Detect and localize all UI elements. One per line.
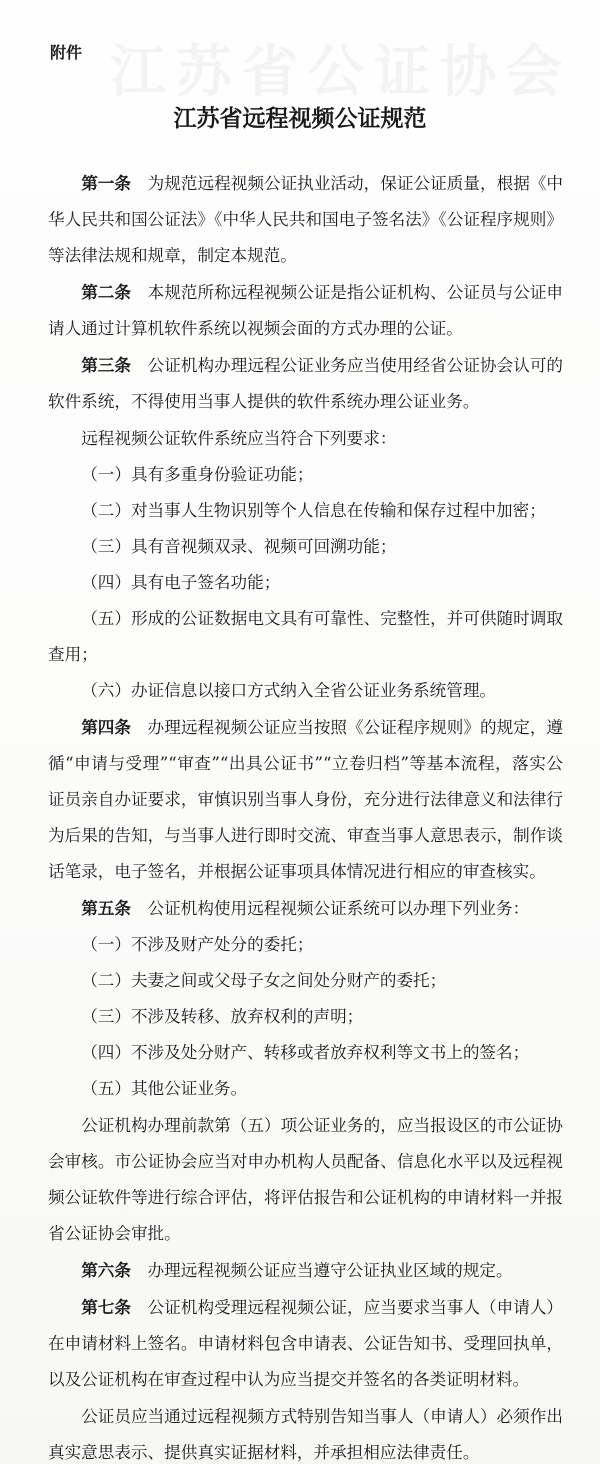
article-3	[48, 348, 563, 420]
requirement-item: （六）办证信息以接口方式纳入全省公证业务系统管理。	[81, 681, 497, 700]
requirement-item: （五）形成的公证数据电文具有可靠性、完整性，并可供随时调取查用；	[48, 609, 563, 664]
article-1	[48, 166, 563, 274]
article-3-text: 公证机构办理远程公证业务应当使用经省公证协会认可的软件系统，不得使用当事人提供的软件系统办理公证业务。	[48, 356, 564, 411]
article-6	[48, 1253, 563, 1289]
requirement-item: （二）对当事人生物识别等个人信息在传输和保存过程中加密；	[81, 501, 546, 520]
article-5-label: 第五条	[81, 899, 131, 918]
article-4-label: 第四条	[81, 718, 132, 737]
article-6-label: 第六条	[81, 1261, 131, 1280]
requirements-intro: 远程视频公证软件系统应当符合下列要求：	[81, 429, 397, 448]
article-7-label: 第七条	[81, 1298, 132, 1317]
business-item: （三）不涉及转移、放弃权利的声明；	[81, 1007, 364, 1026]
seal-watermark	[110, 28, 590, 108]
business-item: （五）其他公证业务。	[81, 1079, 248, 1098]
article-2-text: 本规范所称远程视频公证是指公证机构、公证员与公证申请人通过计算机软件系统以视频会面的方式办理的公证。	[48, 283, 564, 338]
requirement-item: （三）具有音视频双录、视频可回溯功能；	[81, 537, 397, 556]
article-2-label: 第二条	[81, 283, 132, 302]
requirement-item: （四）具有电子签名功能；	[81, 573, 281, 592]
page-title: 江苏省远程视频公证规范	[173, 106, 427, 132]
closing-paragraph: 公证员应当通过远程视频方式特别告知当事人（申请人）必须作出真实意思表示、提供真实证据材料，并承担相应法律责任。	[48, 1407, 563, 1462]
article-1-text: 为规范远程视频公证执业活动，保证公证质量，根据《中华人民共和国公证法》《中华人民共和国电子签名法》《公证程序规则》等法律法规和规章，制定本规范。	[48, 174, 564, 265]
attachment-label: 附件	[50, 43, 83, 62]
article-5-note: 公证机构办理前款第（五）项公证业务的，应当报设区的市公证协会审核。市公证协会应当对申办机构人员配备、信息化水平以及远程视频公证软件等进行综合评估，将评估报告和公证机构的申请材料一并报省公证协会审批。	[48, 1116, 563, 1243]
business-item: （一）不涉及财产处分的委托；	[81, 935, 314, 954]
requirement-item: （一）具有多重身份验证功能；	[81, 465, 314, 484]
article-4	[48, 710, 563, 890]
article-7-text: 公证机构受理远程视频公证，应当要求当事人（申请人）在申请材料上签名。申请材料包含申请表、公证告知书、受理回执单，以及公证机构在审查过程中认为应当提交并签名的各类证明材料。	[48, 1298, 564, 1389]
article-2	[48, 275, 563, 347]
article-4-text: 办理远程视频公证应当按照《公证程序规则》的规定，遵循“申请与受理”“审查”“出具公证书”“立卷归档”等基本流程，落实公证员亲自办证要求，审慎识别当事人身份，充分进行法律意义和法律行为后果的告知，与当事人进行即时交流、审查当事人意思表示，制作谈话笔录，电子签名，并根据公证事项具体情况进行相应的审查核实。	[48, 718, 564, 881]
business-item: （四）不涉及处分财产、转移或者放弃权利等文书上的签名；	[81, 1043, 530, 1062]
article-1-label: 第一条	[81, 174, 132, 193]
article-3-label: 第三条	[81, 356, 132, 375]
article-6-text: 办理远程视频公证应当遵守公证执业区域的规定。	[147, 1261, 513, 1280]
article-5	[48, 891, 563, 927]
business-item: （二）夫妻之间或父母子女之间处分财产的委托；	[81, 971, 447, 990]
article-7	[48, 1290, 563, 1398]
article-5-text: 公证机构使用远程视频公证系统可以办理下列业务：	[147, 899, 530, 918]
document-body	[48, 166, 563, 1471]
